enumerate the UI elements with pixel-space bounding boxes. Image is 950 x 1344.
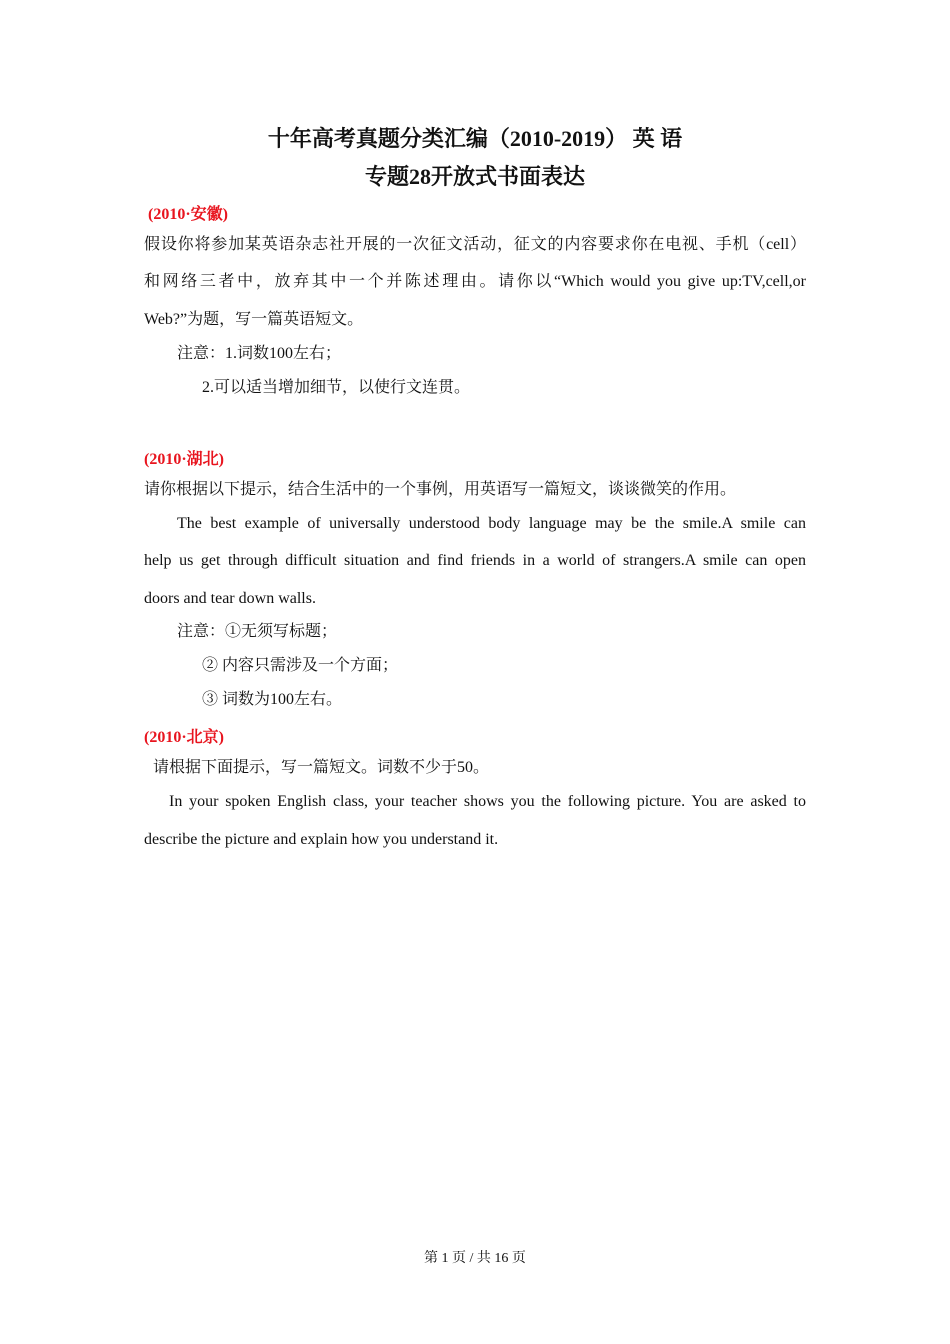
note-line: ② 内容只需涉及一个方面； (202, 657, 399, 674)
paragraph-line: help us get through difficult situation and find friends in a world of strangers.A smile can open (144, 552, 806, 569)
document-title: 十年高考真题分类汇编（2010-2019） 英 语 (267, 126, 683, 151)
section-source-label: (2010·北京) (144, 729, 224, 746)
paragraph-line: 请你根据以下提示，结合生活中的一个事例，用英语写一篇短文，谈谈微笑的作用。 (144, 481, 737, 498)
section-source-label: (2010·安徽) (148, 206, 228, 223)
note-line: 注意：1.词数100左右； (177, 345, 342, 362)
page-number: 第 1 页 / 共 16 页 (424, 1251, 526, 1266)
paragraph-line: 请根据下面提示，写一篇短文。词数不少于50。 (153, 759, 490, 776)
paragraph-line: 假设你将参加某英语杂志社开展的一次征文活动，征文的内容要求你在电视、手机（cell） (144, 236, 806, 253)
paragraph-line: Web?”为题，写一篇英语短文。 (144, 311, 364, 328)
paragraph-line: 和网络三者中，放弃其中一个并陈述理由。请你以“Which would you give up:TV,cell,or (144, 273, 806, 290)
paragraph-line: The best example of universally understood body language may be the smile.A smile can (177, 515, 806, 532)
section-source-label: (2010·湖北) (144, 451, 224, 468)
note-line: ③ 词数为100左右。 (202, 691, 343, 708)
paragraph-line: describe the picture and explain how you understand it. (144, 831, 499, 848)
paragraph-line: doors and tear down walls. (144, 590, 316, 607)
document-subtitle: 专题28开放式书面表达 (364, 164, 585, 189)
paragraph-line: In your spoken English class, your teacher shows you the following picture. You are asked to (169, 793, 806, 810)
note-line: 注意：①无须写标题； (177, 623, 338, 640)
note-line: 2.可以适当增加细节，以使行文连贯。 (202, 379, 471, 396)
